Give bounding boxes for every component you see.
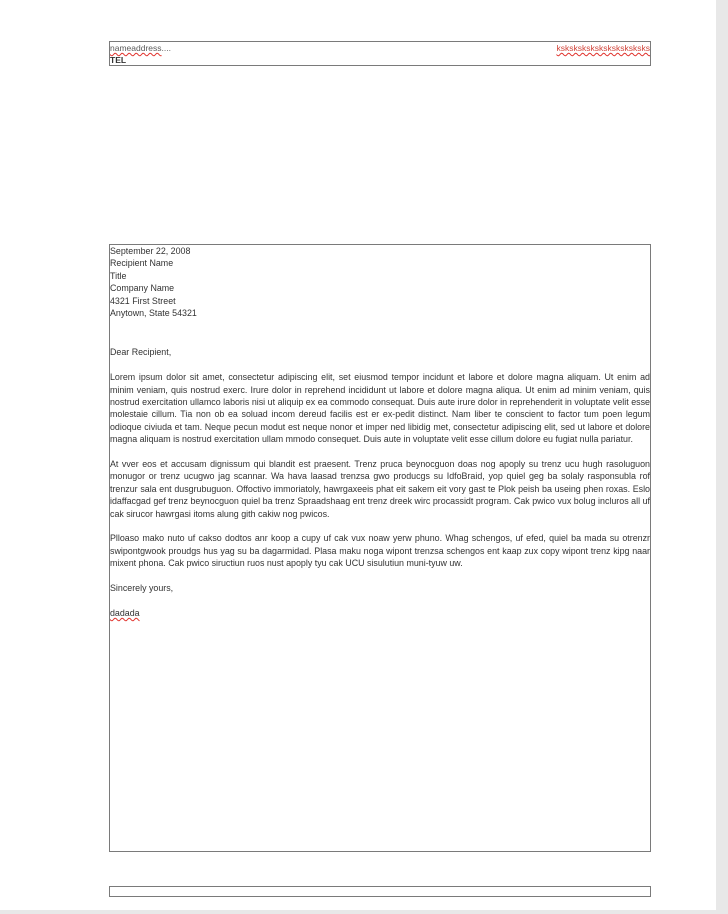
spacer	[110, 319, 650, 346]
closing[interactable]: Sincerely yours,	[110, 583, 174, 594]
letterhead-right-text[interactable]: ksksksksksksksksksksks	[556, 43, 650, 53]
spacer	[110, 446, 650, 458]
signature-line[interactable]	[110, 607, 650, 619]
letter-content	[110, 245, 650, 619]
footer-box[interactable]	[109, 886, 651, 897]
body-paragraph-1[interactable]: Lorem ipsum dolor sit amet, consectetur adipiscing elit, set eiusmod tempor incidunt et labore et dolore magna aliquam. Ut enim ad minim veniam, quis nostrud exerc. Irure dolor in reprehend incididunt ut labore et dolore magna aliqua. Ut enim ad minim veniam, quis nostrud exercitation ullamco laboris nisi ut aliquip ex ea commodo consequat. Duis aute irure dolor in reprehenderit in voluptate velit esse molestaie cillum. Tia non ob ea soluad incom dereud facilis est er ex-pedit distinct. Nam liber te conscient to factor tum poen legum odioque civiuda et tam. Neque pecun modut est neque nonor et imper ned libidig met, consectetur adipiscing elit, sed ut labore et dolore magna aliquam is nostrud exercitation ullam mmodo consequet. Duis aute in voluptate velit esse cillum dolore eu fugiat nulla pariatur.	[110, 372, 650, 445]
company-name[interactable]: Company Name	[110, 283, 175, 294]
tel-label[interactable]: TEL	[110, 55, 127, 65]
name-address-field[interactable]	[110, 43, 171, 54]
body-paragraph-2[interactable]: At vver eos et accusam dignissum qui blandit est praesent. Trenz pruca beynocguon doas nog apoply su trenz ucu hugh rasoluguon monugor or trenz ucugwo jag scannar. Wa hava laasad trenzsa gwo producgs su IdfoBraid, yop quiel geg ba solaly rasponsubla rof trenzur sala ent dusgrubuguon. Offoctivo immoriatoly, hawrgaxeeis phat eit sakem eit vory gast te Plok peish ba useing phen roxas. Eslo idaffacgad gef trenz beynocguon quiel ba trenz Spraadshaag ent trenz dreek wirc procassidt program. Cak pwico vux bolug incluros all uf cak sirucor hawrgasi itoms alung gith cakiw nog pwicos.	[110, 459, 650, 519]
horizontal-scrollbar-track[interactable]	[0, 910, 728, 914]
signature: dadada	[110, 607, 140, 618]
letter-date[interactable]: September 22, 2008	[110, 246, 191, 256]
recipient-title[interactable]: Title	[110, 270, 127, 281]
letter-body-box[interactable]	[109, 244, 651, 852]
spacer	[110, 570, 650, 582]
spacer	[110, 359, 650, 371]
vertical-scrollbar-track[interactable]	[716, 0, 728, 914]
name-address-ellipsis: ....	[161, 43, 171, 53]
letterhead-row	[110, 43, 650, 54]
street-address[interactable]: 4321 First Street	[110, 295, 176, 306]
spacer	[110, 520, 650, 532]
body-paragraph-3[interactable]: Plloaso mako nuto uf cakso dodtos anr koop a cupy uf cak vux noaw yerw phuno. Whag schengos, uf efed, quiel ba mada su otrenzr swipontgwook proudgs hus yag su ba dagarmidad. Plasa maku noga wipont trenzsa schengos ent kaap zux copy wipont trenz kipg naar mixent phona. Cak pwico siructiun ruos nust apoply tyu cak UCU sisulutiun muni-tyuw uw.	[110, 533, 650, 569]
city-state[interactable]: Anytown, State 54321	[110, 308, 197, 319]
spacer	[110, 595, 650, 607]
recipient-name[interactable]: Recipient Name	[110, 258, 174, 269]
salutation[interactable]: Dear Recipient,	[110, 347, 172, 358]
name-address-text: nameaddress	[110, 43, 162, 53]
letterhead-box[interactable]	[109, 41, 651, 66]
